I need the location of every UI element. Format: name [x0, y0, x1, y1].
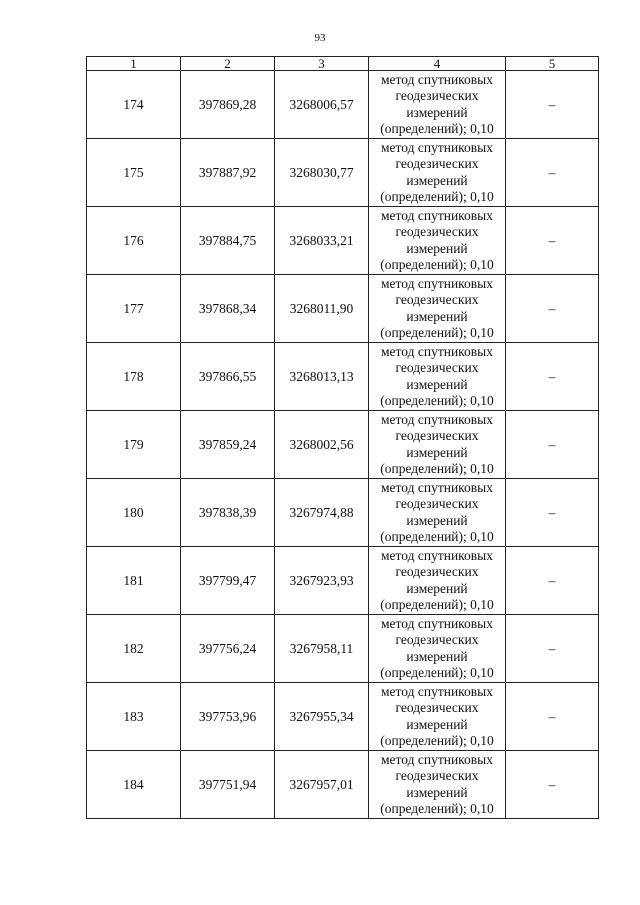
point-number-cell: 180 — [87, 479, 181, 547]
point-number-cell: 181 — [87, 547, 181, 615]
method-text-line: (определений); 0,10 — [380, 324, 494, 340]
method-text-line: измерений — [406, 376, 468, 392]
method-text-line: метод спутниковых — [381, 140, 493, 156]
method-text-line: метод спутниковых — [381, 752, 493, 768]
y-coordinate-cell: 3267923,93 — [275, 547, 369, 615]
note-cell: – — [506, 139, 599, 207]
column-header-2: 2 — [181, 57, 275, 71]
method-text-line: геодезических — [395, 88, 479, 104]
method-text-line: (определений); 0,10 — [380, 528, 494, 544]
table-row — [87, 411, 599, 479]
method-text-line: (определений); 0,10 — [380, 256, 494, 272]
method-cell — [369, 751, 506, 819]
method-text-line: (определений); 0,10 — [380, 120, 494, 136]
method-text-line: измерений — [406, 784, 468, 800]
x-coordinate-cell: 397756,24 — [181, 615, 275, 683]
note-cell: – — [506, 615, 599, 683]
point-number-cell: 175 — [87, 139, 181, 207]
method-text-line: метод спутниковых — [381, 548, 493, 564]
y-coordinate-cell: 3267957,01 — [275, 751, 369, 819]
note-cell: – — [506, 751, 599, 819]
method-text-line: метод спутниковых — [381, 684, 493, 700]
note-cell: – — [506, 411, 599, 479]
note-cell: – — [506, 275, 599, 343]
method-text-line: (определений); 0,10 — [380, 392, 494, 408]
x-coordinate-cell: 397838,39 — [181, 479, 275, 547]
method-cell — [369, 139, 506, 207]
method-text-line: геодезических — [395, 156, 479, 172]
method-text-line: геодезических — [395, 428, 479, 444]
method-text-line: (определений); 0,10 — [380, 664, 494, 680]
note-cell: – — [506, 343, 599, 411]
y-coordinate-cell: 3268013,13 — [275, 343, 369, 411]
note-cell: – — [506, 683, 599, 751]
y-coordinate-cell: 3267974,88 — [275, 479, 369, 547]
method-cell — [369, 411, 506, 479]
y-coordinate-cell: 3268030,77 — [275, 139, 369, 207]
x-coordinate-cell: 397868,34 — [181, 275, 275, 343]
method-text-line: (определений); 0,10 — [380, 800, 494, 816]
note-cell: – — [506, 479, 599, 547]
y-coordinate-cell: 3267958,11 — [275, 615, 369, 683]
method-text-line: геодезических — [395, 360, 479, 376]
method-text-line: измерений — [406, 512, 468, 528]
coordinates-table — [86, 56, 599, 819]
note-cell: – — [506, 547, 599, 615]
method-text-line: (определений); 0,10 — [380, 460, 494, 476]
method-text-line: геодезических — [395, 496, 479, 512]
header-row — [87, 57, 599, 71]
method-cell — [369, 207, 506, 275]
table-row — [87, 683, 599, 751]
method-text-line: измерений — [406, 104, 468, 120]
table-row — [87, 479, 599, 547]
method-text-line: метод спутниковых — [381, 412, 493, 428]
point-number-cell: 174 — [87, 71, 181, 139]
x-coordinate-cell: 397753,96 — [181, 683, 275, 751]
table-row — [87, 71, 599, 139]
point-number-cell: 182 — [87, 615, 181, 683]
method-text-line: измерений — [406, 240, 468, 256]
note-cell: – — [506, 207, 599, 275]
method-text-line: измерений — [406, 444, 468, 460]
method-text-line: метод спутниковых — [381, 480, 493, 496]
method-text-line: геодезических — [395, 632, 479, 648]
table-row — [87, 207, 599, 275]
x-coordinate-cell: 397859,24 — [181, 411, 275, 479]
method-text-line: метод спутниковых — [381, 344, 493, 360]
method-cell — [369, 479, 506, 547]
y-coordinate-cell: 3268002,56 — [275, 411, 369, 479]
table-row — [87, 751, 599, 819]
table-row — [87, 275, 599, 343]
method-text-line: измерений — [406, 308, 468, 324]
method-cell — [369, 71, 506, 139]
table-body — [87, 71, 599, 819]
method-text-line: геодезических — [395, 292, 479, 308]
method-cell — [369, 343, 506, 411]
method-text-line: измерений — [406, 716, 468, 732]
x-coordinate-cell: 397866,55 — [181, 343, 275, 411]
method-text-line: геодезических — [395, 768, 479, 784]
method-text-line: (определений); 0,10 — [380, 596, 494, 612]
table-row — [87, 343, 599, 411]
column-header-1: 1 — [87, 57, 181, 71]
method-text-line: геодезических — [395, 700, 479, 716]
method-cell — [369, 547, 506, 615]
point-number-cell: 176 — [87, 207, 181, 275]
column-header-3: 3 — [275, 57, 369, 71]
point-number-cell: 183 — [87, 683, 181, 751]
table-row — [87, 139, 599, 207]
method-text-line: (определений); 0,10 — [380, 188, 494, 204]
method-cell — [369, 615, 506, 683]
method-text-line: метод спутниковых — [381, 276, 493, 292]
column-header-5: 5 — [506, 57, 599, 71]
method-text-line: метод спутниковых — [381, 72, 493, 88]
x-coordinate-cell: 397869,28 — [181, 71, 275, 139]
x-coordinate-cell: 397799,47 — [181, 547, 275, 615]
method-text-line: метод спутниковых — [381, 208, 493, 224]
y-coordinate-cell: 3268006,57 — [275, 71, 369, 139]
x-coordinate-cell: 397884,75 — [181, 207, 275, 275]
table-row — [87, 547, 599, 615]
point-number-cell: 178 — [87, 343, 181, 411]
method-text-line: метод спутниковых — [381, 616, 493, 632]
point-number-cell: 179 — [87, 411, 181, 479]
page-number: 93 — [314, 32, 326, 44]
method-text-line: измерений — [406, 172, 468, 188]
column-header-4: 4 — [369, 57, 506, 71]
y-coordinate-cell: 3267955,34 — [275, 683, 369, 751]
y-coordinate-cell: 3268033,21 — [275, 207, 369, 275]
x-coordinate-cell: 397887,92 — [181, 139, 275, 207]
method-text-line: геодезических — [395, 564, 479, 580]
x-coordinate-cell: 397751,94 — [181, 751, 275, 819]
y-coordinate-cell: 3268011,90 — [275, 275, 369, 343]
method-text-line: геодезических — [395, 224, 479, 240]
method-text-line: измерений — [406, 648, 468, 664]
method-cell — [369, 275, 506, 343]
table-row — [87, 615, 599, 683]
point-number-cell: 184 — [87, 751, 181, 819]
method-cell — [369, 683, 506, 751]
point-number-cell: 177 — [87, 275, 181, 343]
method-text-line: (определений); 0,10 — [380, 732, 494, 748]
note-cell: – — [506, 71, 599, 139]
method-text-line: измерений — [406, 580, 468, 596]
